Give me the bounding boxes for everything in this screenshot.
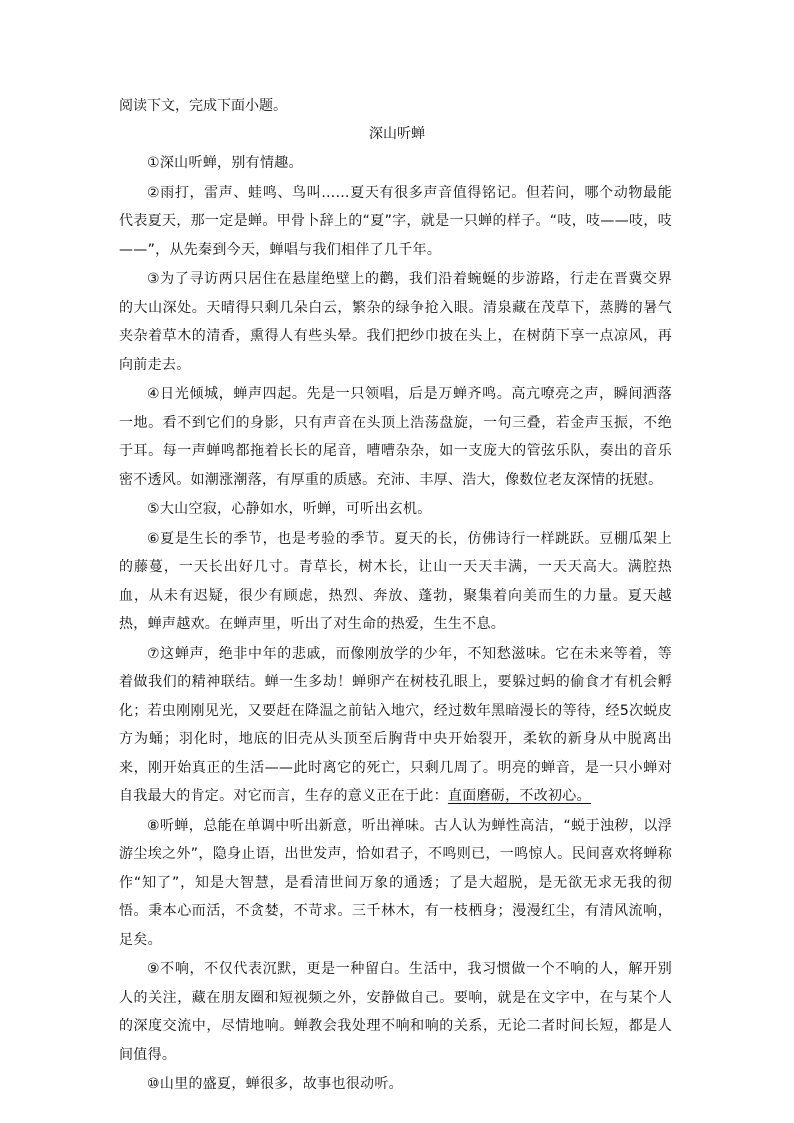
paragraph-6: ⑥夏是生长的季节，也是考验的季节。夏天的长，仿佛诗行一样跳跃。豆棚瓜架上的藤蔓，一天长出好几寸。青草长，树木长，让山一天天丰满，一天天高大。满腔热血，从未有迟疑，很少有顾虑，热烈、奔放、蓬勃，聚集着向美而生的力量。夏天越热，蝉声越欢。在蝉声里，听出了对生命的热爱，生生不息。	[119, 530, 672, 632]
underlined-sentence: 直面磨砺，不改初心。	[447, 788, 591, 804]
paragraph-8: ⑧听蝉，总能在单调中听出新意，听出禅味。古人认为蝉性高洁，“蜕于浊秽，以浮游尘埃之外”，隐身止语，出世发声，恰如君子，不鸣则已，一鸣惊人。民间喜欢将蝉称作“知了”，知是大智慧，是看清世间万象的通透；了是大超脱，是无欲无求无我的彻悟。秉本心而活，不贪婪，不苛求。三千林木，有一枝栖身；漫漫红尘，有清风流响，足矣。	[119, 817, 672, 948]
paragraph-4: ④日光倾城，蝉声四起。先是一只领唱，后是万蝉齐鸣。高亢嘹亮之声，瞬间洒落一地。看不到它们的身影，只有声音在头顶上浩荡盘旋，一句三叠，若金声玉振，不绝于耳。每一声蝉鸣都拖着长长的尾音，嘈嘈杂杂，如一支庞大的管弦乐队，奏出的音乐密不透风。如潮涨潮落，有厚重的质感。充沛、丰厚、浩大，像数位老友深情的抚慰。	[119, 386, 672, 488]
article-title: 深山听蝉	[369, 126, 425, 142]
article-body	[119, 149, 672, 1100]
instruction-text: 阅读下文，完成下面小题。	[119, 98, 287, 114]
paragraph-1: ①深山听蝉，别有情趣。	[147, 155, 303, 171]
paragraph-2: ②雨打，雷声、蛙鸣、鸟叫……夏天有很多声音值得铭记。但若问，哪个动物最能代表夏天，那一定是蝉。甲骨卜辞上的“夏”字，就是一只蝉的样子。“吱，吱——吱，吱——”，从先秦到今天，蝉唱与我们相伴了几千年。	[119, 184, 672, 258]
paragraph-10: ⑩山里的盛夏，蝉很多，故事也很动听。	[147, 1076, 403, 1092]
paragraph-9: ⑨不响，不仅代表沉默，更是一种留白。生活中，我习惯做一个不响的人，解开别人的关注，藏在朋友圈和短视频之外，安静做自己。要响，就是在文字中，在与某个人的深度交流中，尽情地响。蝉教会我处理不响和响的关系，无论二者时间长短，都是人间值得。	[119, 961, 672, 1063]
paragraph-7: ⑦这蝉声，绝非中年的悲戚，而像刚放学的少年，不知愁滋味。它在未来等着，等着做我们的精神联结。蝉一生多劫！蝉卵产在树枝孔眼上，要躲过蚂的偷食才有机会孵化；若虫刚刚见光，又要赶在降温之前钻入地穴，经过数年黑暗漫长的等待，经5次蜕皮方为蛹；羽化时，地底的旧壳从头顶至后胸背中央开始裂开，柔软的新身从中脱离出来，刚开始真正的生活——此时离它的死亡，只剩几周了。明亮的蝉音，是一只小蝉对自我最大的肯定。对它而言，生存的意义正在于此：直面磨砺，不改初心。	[119, 645, 672, 804]
paragraph-3: ③为了寻访两只居住在悬崖绝壁上的鹳，我们沿着蜿蜒的步游路，行走在晋冀交界的大山深处。天晴得只剩几朵白云，繁杂的绿争抢入眼。清泉藏在茂草下，蒸腾的暑气夹杂着草木的清香，熏得人有些头晕。我们把纱巾披在头上，在树荫下享一点凉风，再向前走去。	[119, 271, 672, 373]
paragraph-5: ⑤大山空寂，心静如水，听蝉，可听出玄机。	[147, 501, 432, 517]
